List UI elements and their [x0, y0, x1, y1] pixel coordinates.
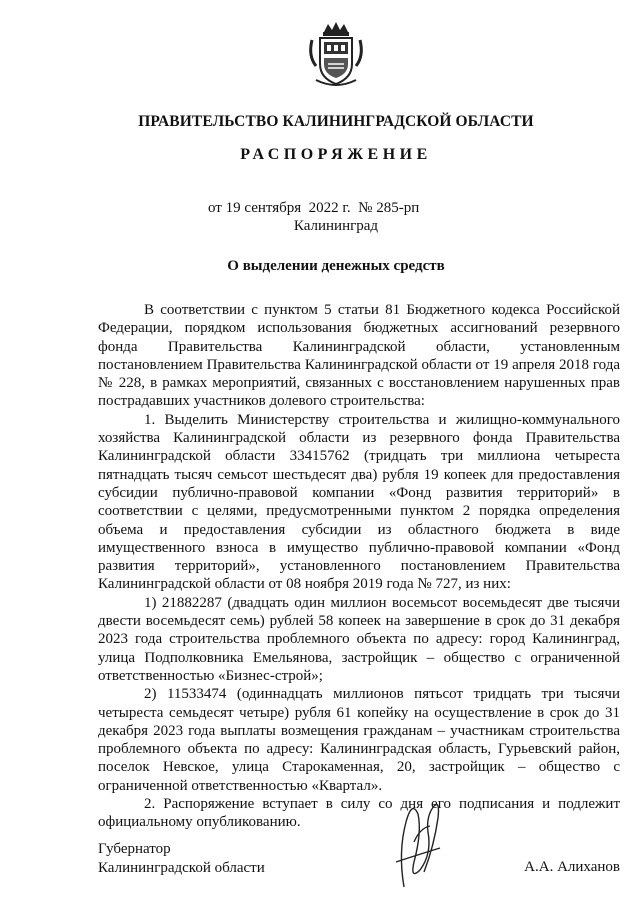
document-subject: О выделении денежных средств: [227, 258, 445, 274]
paragraph-item-2: 2. Распоряжение вступает в силу со дня его подписания и подлежит официальному опубликованию.: [98, 796, 620, 831]
signatory-name: А.А. Алиханов: [524, 859, 620, 875]
date-and-number: от 19 сентября 2022 г. № 285-рп: [208, 200, 420, 216]
paragraph-preamble: В соответствии с пунктом 5 статьи 81 Бюджетного кодекса Российской Федерации, порядком использования бюджетных ассигнований резервного фонда Правительства Калининградской области, установленным постановлением Правительства Калининградской области от 19 апреля 2018 года № 228, в рамках мероприятий, связанных с восстановлением нарушенных прав пострадавших участников долевого строительства:: [98, 302, 620, 410]
coat-of-arms-icon: [306, 20, 366, 90]
city: Калининград: [293, 218, 379, 234]
signatory-position: [98, 840, 265, 877]
document-body: [98, 301, 620, 832]
document-type: РАСПОРЯЖЕНИЕ: [240, 146, 432, 163]
paragraph-item-1: 1. Выделить Министерству строительства и жилищно-коммунального хозяйства Калининградской области из резервного фонда Правительства Калининградской области 33415762 (тридцать три миллиона четыреста пятнадцать тысяч семьсот шестьдесят два) рубля 19 копеек для предоставления субсидии публично-правовой компании «Фонд развития территорий» в соответствии с целями, предусмотренными пунктом 2 порядка определения объема и предоставления субсидии из областного бюджета в виде имущественного взноса в имущество публично-правовой компании «Фонд развития территорий», установленного постановлением Правительства Калининградской области от 08 ноября 2019 года № 727, из них:: [98, 411, 620, 593]
government-name: ПРАВИТЕЛЬСТВО КАЛИНИНГРАДСКОЙ ОБЛАСТИ: [138, 113, 534, 130]
position-line-1: Губернатор: [98, 841, 171, 857]
paragraph-subitem-2: 2) 11533474 (одиннадцать миллионов пятьсот тридцать три тысячи четыреста семьдесят четыре) рубля 61 копейку на осуществление в срок до 31 декабря 2023 года выплаты возмещения гражданам – участникам строительства проблемного объекта по адресу: Калининградская область, Гурьевский район, поселок Невское, улица Старокаменная, 20, застройщик – общество с ограниченной ответственностью «Квартал».: [98, 686, 620, 794]
handwritten-signature-icon: [384, 792, 454, 892]
position-line-2: Калининградской области: [98, 859, 265, 876]
paragraph-subitem-1: 1) 21882287 (двадцать один миллион восемьсот восемьдесят две тысячи двести восемьдесят семь) рублей 58 копеек на завершение в срок до 31 декабря 2023 года строительства проблемного объекта по адресу: город Калининград, улица Подполковника Емельянова, застройщик – общество с ограниченной ответственностью «Бизнес-строй»;: [98, 594, 620, 684]
